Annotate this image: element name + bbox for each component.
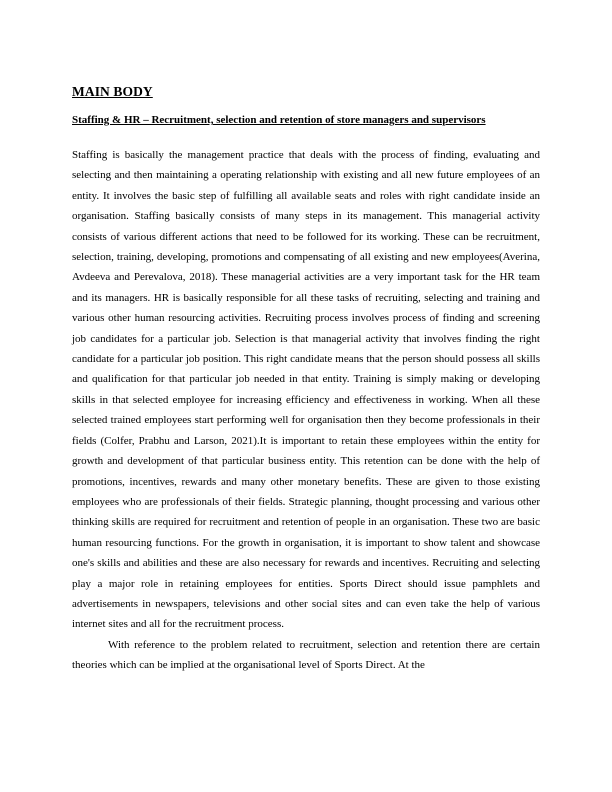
section-subheading: Staffing & HR – Recruitment, selection and retention of store managers and supervisors xyxy=(72,114,486,126)
paragraph-staffing: Staffing is basically the management practice that deals with the process of finding, evaluating and selecting and then maintaining a operating relationship with existing and all new future employees of an entity. It involves the basic step of fulfilling all available seats and roles with right candidate inside an organisation. Staffing basically consists of many steps in its management. This managerial activity consists of various different actions that need to be followed for its working. These can be recruitment, selection, training, developing, promotions and compensating of all existing and new employees(Averina, Avdeeva and Perevalova, 2018). These managerial activities are a very important task for the HR team and its managers. HR is basically responsible for all these tasks of recruiting, selecting and training and various other human resourcing activities. Recruiting process involves process of finding and screening job candidates for a particular job. Selection is that managerial activity that involves finding the right candidate for a particular job position. This right candidate means that the person should possess all skills and qualification for that particular job needed in that entity. Training is simply making or developing skills in that selected employee for increasing efficiency and effectiveness in working. When all these selected trained employees start performing well for organisation then they become professionals in their fields (Colfer, Prabhu and Larson, 2021).It is important to retain these employees within the entity for growth and development of that particular business entity. This retention can be done with the help of promotions, incentives, rewards and many other monetary benefits. These are given to those existing employees who are professionals of their fields. Strategic planning, thought processing and various other thinking skills are required for recruitment and retention of people in an organisation. These two are basic human resourcing functions. For the growth in organisation, it is important to show talent and showcase one's skills and abilities and these are also necessary for rewards and incentives. Recruiting and selecting play a major role in retaining employees for entities. Sports Direct should issue pamphlets and advertisements in newspapers, televisions and other social sites and can even take the help of various internet sites and all for the recruitment process. xyxy=(72,149,540,631)
paragraph-theories: With reference to the problem related to recruitment, selection and retention there are certain theories which can be implied at the organisational level of Sports Direct. At the xyxy=(72,638,540,672)
main-body-heading: MAIN BODY xyxy=(72,84,153,99)
body-text xyxy=(72,145,540,676)
